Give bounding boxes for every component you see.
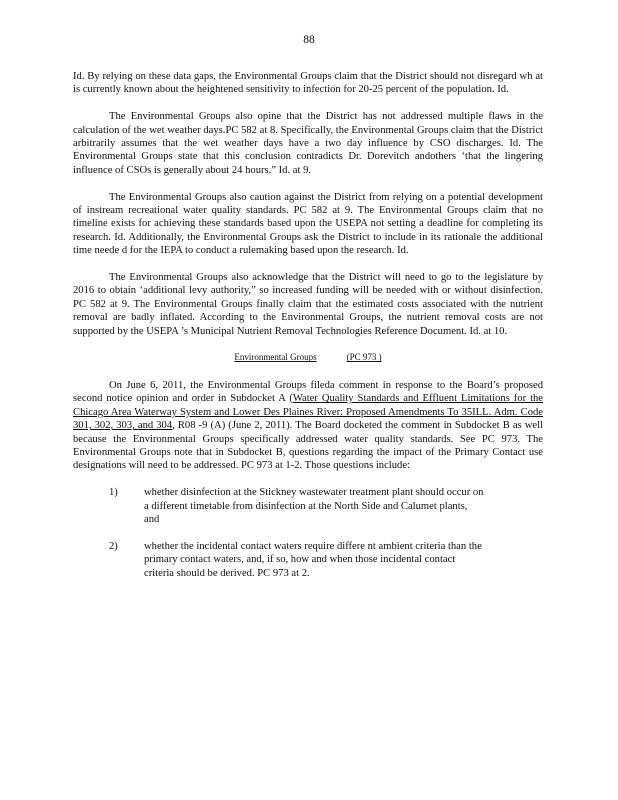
section-heading (73, 351, 543, 364)
list-item (73, 540, 543, 580)
list-item (73, 486, 543, 526)
list-item-number: 2) (109, 540, 118, 552)
paragraph-5-part-c: , R08 -9 (A) (June 2, 2011). The Board docketed the comment in Subdocket B as well because the Environmental Groups specifically addressed water quality standards. See PC 973. The Environmental Groups note that in Subdocket B, questions regarding the impact of the Primary Contact use designations will need to be addressed. PC 973 at 1-2. Those questions include: (73, 420, 544, 472)
section-heading-right: (PC 973 ) (346, 352, 382, 363)
list-item-number: 1) (109, 487, 118, 499)
document-body (73, 70, 543, 593)
list-item-text: whether disinfection at the Stickney wastewater treatment plant should occur on a different timetable from disinfection at the North Side and Calumet plants, and (144, 487, 484, 525)
paragraph-5-part-a: On June 6, 2011, the Environmental Groups fileda comment in response to the Board’s proposed second notice opinion and order in Subdocket A ( (73, 379, 543, 405)
page-number: 88 (303, 34, 315, 46)
paragraph-4: The Environmental Groups also acknowledge that the District will need to go to the legislature by 2016 to obtain ‘additional levy authority,” so increased funding will be needed with or without disinfection. PC 582 at 9. The Environmental Groups finally claim that the estimated costs associated with the nutrient removal are badly inflated. According to the Environmental Groups, the nutrient removal costs are not supported by the USEPA ’s Municipal Nutrient Removal Technologies Reference Document. Id. at 10. (73, 272, 543, 337)
paragraph-1: Id. By relying on these data gaps, the Environmental Groups claim that the District should not disregard wh at is currently known about the heightened sensitivity to infection for 20-25 percent of the population. Id. (73, 71, 543, 96)
list-item-text: whether the incidental contact waters require differe nt ambient criteria than the primary contact waters, and, if so, how and when those incidental contact criteria should be derived. PC 973 at 2. (144, 540, 482, 579)
case-citation: Water Quality Standards and Effluent Limitations for the Chicago Area Waterway System and Lower Des Plaines River: Proposed Amendments To 35ILL. Adm. Code 301, 302, 303, and 304 (73, 393, 544, 432)
paragraph-3: The Environmental Groups also caution against the District from relying on a potential development of instream recreational water quality standards. PC 582 at 9. The Environmental Groups claim that no timeline exists for achieving these standards based upon the USEPA not setting a deadline for completing its research. Id. Additionally, the Environmental Groups ask the District to include in its rationale the additional time neede d for the IEPA to conduct a rulemaking based upon the research. Id. (73, 191, 543, 257)
question-list (73, 486, 543, 580)
paragraph-5 (73, 379, 543, 473)
section-heading-left: Environmental Groups (234, 352, 317, 363)
paragraph-2: The Environmental Groups also opine that the District has not addressed multiple flaws in the calculation of the wet weather days.PC 582 at 8. Specifically, the Environmental Groups claim that the District arbitrarily assumes that the wet weather days have a two day influence by CSO discharges. Id. The Environmental Groups state that this conclusion contradicts Dr. Dorevitch andothers ‘that the lingering influence of CSOs is generally about 24 hours.” Id. at 9. (73, 111, 543, 176)
